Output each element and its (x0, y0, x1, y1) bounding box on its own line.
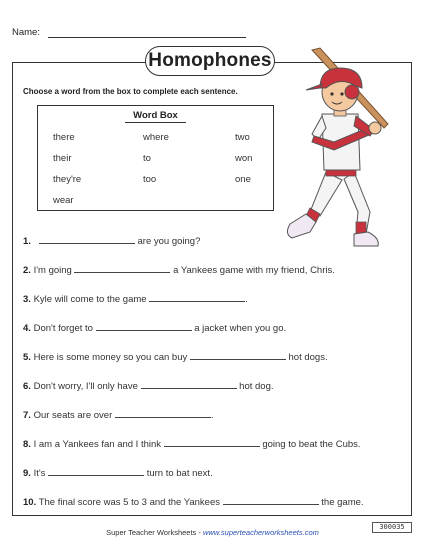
question-text-after: . (245, 294, 248, 305)
question-row (23, 408, 214, 421)
question-number: 9. (23, 468, 31, 479)
question-number: 4. (23, 323, 31, 334)
question-text-before: I'm going (33, 265, 72, 276)
question-row (23, 350, 328, 363)
word-item: one (235, 174, 251, 185)
word-item: too (143, 174, 157, 185)
question-number: 5. (23, 352, 31, 363)
question-text-before: Don't forget to (33, 323, 93, 334)
word-item: to (143, 153, 151, 164)
question-text-before: Here is some money so you can buy (33, 352, 188, 363)
footer-link[interactable]: www.superteacherworksheets.com (202, 528, 319, 537)
answer-blank[interactable] (149, 292, 245, 302)
question-number: 7. (23, 410, 31, 421)
question-text-after: hot dog. (239, 381, 274, 392)
footer (0, 528, 425, 537)
question-text-before: I am a Yankees fan and I think (33, 439, 162, 450)
instruction-text: Choose a word from the box to complete each sentence. (23, 87, 238, 96)
word-item: two (235, 132, 250, 143)
name-field-line[interactable] (48, 37, 246, 38)
question-text-after: the game. (321, 497, 364, 508)
question-row (23, 379, 274, 392)
question-text-before: Our seats are over (33, 410, 113, 421)
word-item: there (53, 132, 75, 143)
footer-text: Super Teacher Worksheets - (106, 528, 203, 537)
word-item: they're (53, 174, 82, 185)
title-banner (145, 46, 275, 76)
question-number: 3. (23, 294, 31, 305)
word-item: where (143, 132, 169, 143)
question-text-after: a Yankees game with my friend, Chris. (173, 265, 335, 276)
answer-blank[interactable] (141, 379, 237, 389)
question-number: 1. (23, 236, 31, 247)
question-text-after: . (210, 410, 214, 421)
question-row (23, 437, 361, 450)
question-text-after: are you going? (137, 236, 201, 247)
question-text-after: going to beat the Cubs. (262, 439, 361, 450)
baseball-player-illustration (276, 44, 411, 254)
question-row (23, 466, 213, 479)
answer-blank[interactable] (164, 437, 260, 447)
question-number: 8. (23, 439, 31, 450)
question-number: 2. (23, 265, 31, 276)
question-text-before: The final score was 5 to 3 and the Yankees (38, 497, 221, 508)
question-text-before: It's (33, 468, 46, 479)
answer-blank[interactable] (39, 234, 135, 244)
answer-blank[interactable] (223, 495, 319, 505)
question-row (23, 321, 286, 334)
name-row (12, 27, 40, 38)
question-text-after: hot dogs. (288, 352, 328, 363)
question-text-after: a jacket when you go. (194, 323, 287, 334)
word-box-title: Word Box (125, 110, 186, 123)
question-row (23, 263, 335, 276)
answer-blank[interactable] (74, 263, 170, 273)
question-row (23, 495, 364, 508)
page-title: Homophones (148, 50, 272, 71)
answer-blank[interactable] (48, 466, 144, 476)
answer-blank[interactable] (190, 350, 286, 360)
question-text-before: Kyle will come to the game (33, 294, 147, 305)
word-item: won (235, 153, 253, 164)
question-text-after: turn to bat next. (146, 468, 213, 479)
name-label: Name: (12, 27, 40, 38)
question-row (23, 234, 200, 247)
word-item: wear (53, 195, 74, 206)
answer-blank[interactable] (96, 321, 192, 331)
word-item: their (53, 153, 72, 164)
question-text-before: Don't worry, I'll only have (33, 381, 138, 392)
question-row (23, 292, 248, 305)
question-number: 10. (23, 497, 37, 508)
worksheet-code: 300035 (372, 522, 412, 533)
answer-blank[interactable] (115, 408, 211, 418)
question-number: 6. (23, 381, 31, 392)
word-box (37, 105, 274, 211)
